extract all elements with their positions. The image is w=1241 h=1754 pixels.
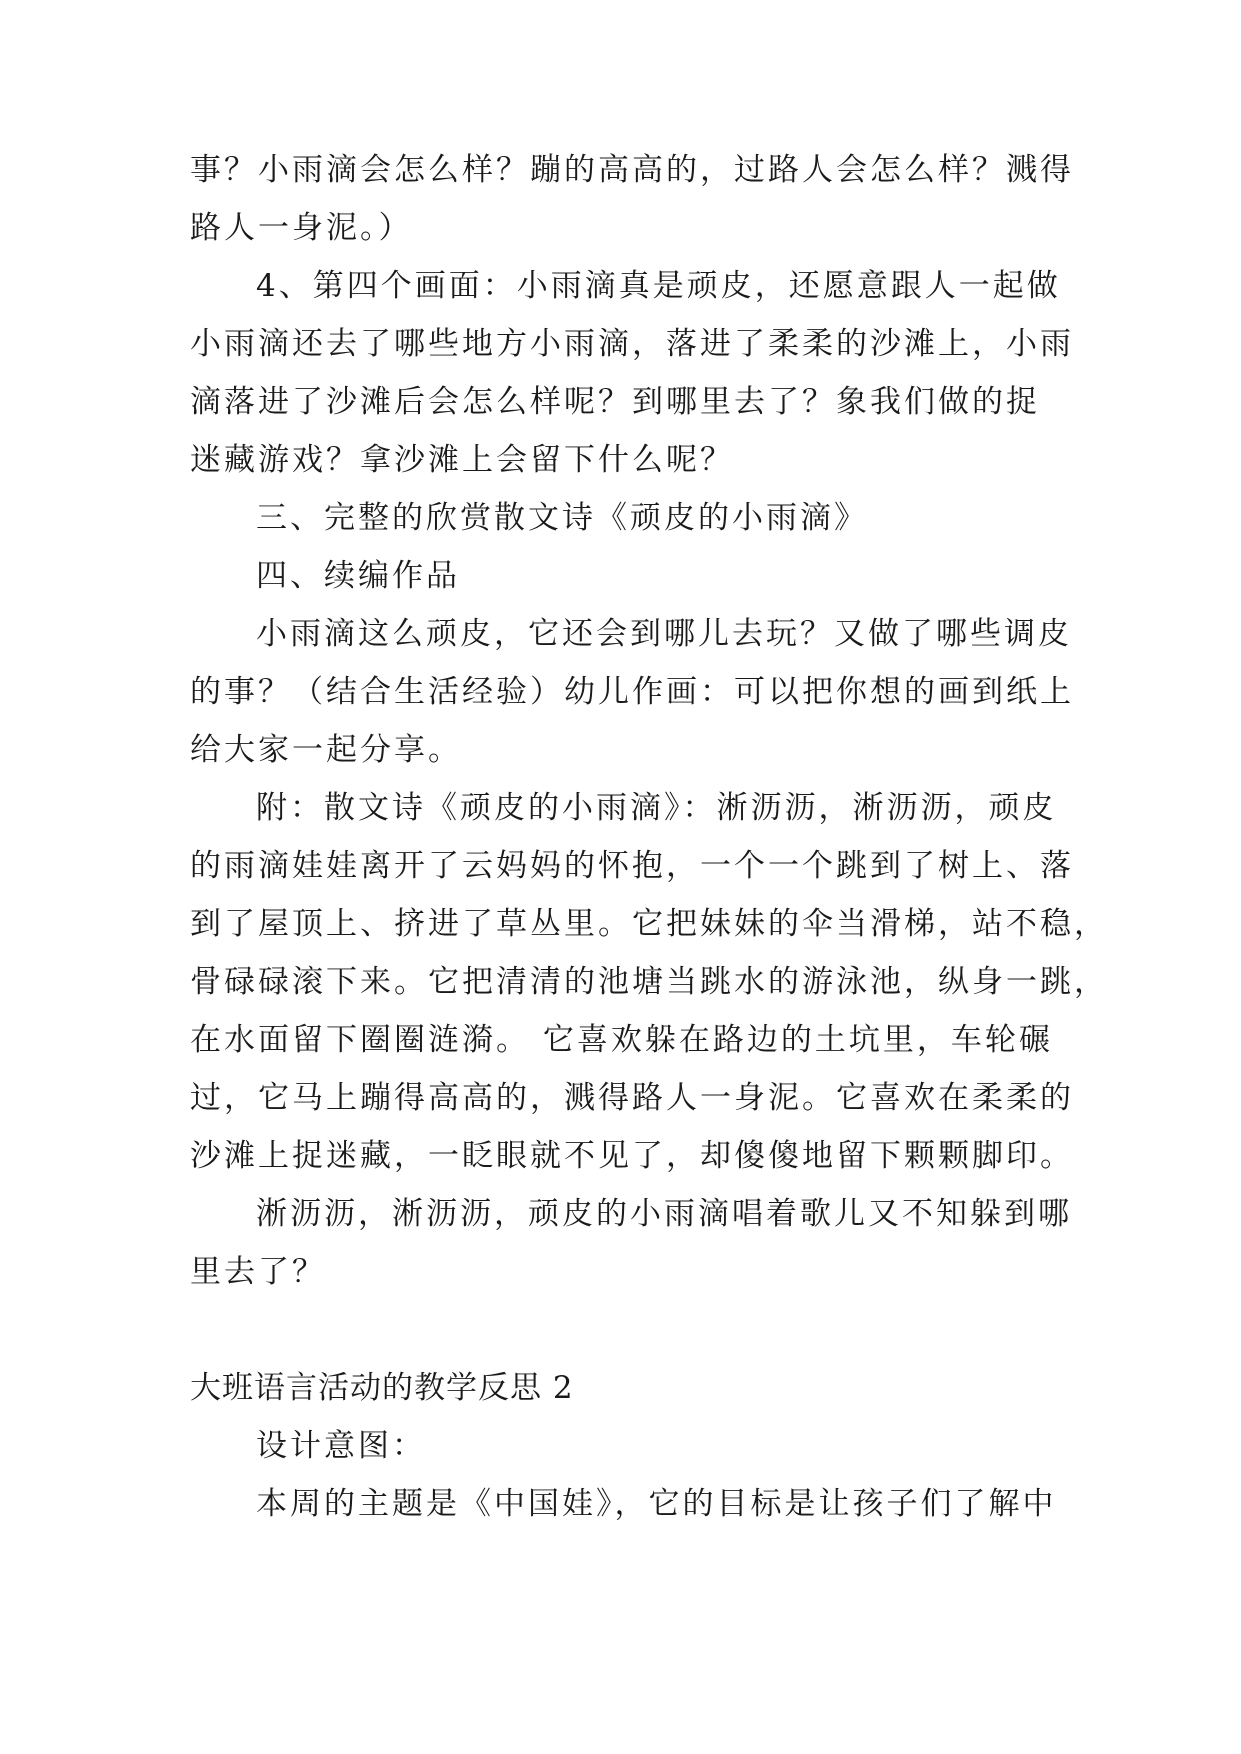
section-heading: 三、完整的欣赏散文诗《顽皮的小雨滴》 <box>256 500 868 536</box>
paragraph-line: 沙滩上捉迷藏，一眨眼就不见了，却傻傻地留下颗颗脚印。 <box>190 1138 1074 1174</box>
paragraph-line: 小雨滴还去了哪些地方小雨滴，落进了柔柔的沙滩上，小雨 <box>190 326 1074 362</box>
paragraph-line: 到了屋顶上、挤进了草丛里。它把妹妹的伞当滑梯，站不稳， <box>190 906 1108 942</box>
paragraph-line: 淅沥沥，淅沥沥，顽皮的小雨滴唱着歌儿又不知躲到哪 <box>256 1196 1072 1232</box>
paragraph-line: 的雨滴娃娃离开了云妈妈的怀抱，一个一个跳到了树上、落 <box>190 848 1074 884</box>
paragraph-line: 里去了？ <box>190 1254 326 1290</box>
paragraph-line: 给大家一起分享。 <box>190 732 462 768</box>
paragraph-line: 4、第四个画面：小雨滴真是顽皮，还愿意跟人一起做 <box>256 268 1061 304</box>
article-title: 大班语言活动的教学反思 2 <box>190 1370 574 1406</box>
section-heading: 设计意图： <box>256 1428 426 1464</box>
paragraph-line: 在水面留下圈圈涟漪。 它喜欢躲在路边的土坑里，车轮碾 <box>190 1022 1053 1058</box>
paragraph-line: 的事？（结合生活经验）幼儿作画：可以把你想的画到纸上 <box>190 674 1074 710</box>
section-heading: 四、续编作品 <box>256 558 460 594</box>
paragraph-line: 本周的主题是《中国娃》，它的目标是让孩子们了解中 <box>256 1486 1057 1522</box>
paragraph-line: 滴落进了沙滩后会怎么样呢？到哪里去了？象我们做的捉 <box>190 384 1040 420</box>
paragraph-line: 过，它马上蹦得高高的，溅得路人一身泥。它喜欢在柔柔的 <box>190 1080 1074 1116</box>
paragraph-line: 附：散文诗《顽皮的小雨滴》：淅沥沥，淅沥沥，顽皮 <box>256 790 1057 826</box>
paragraph-line: 迷藏游戏？拿沙滩上会留下什么呢？ <box>190 442 734 478</box>
paragraph-line: 事？小雨滴会怎么样？蹦的高高的，过路人会怎么样？溅得 <box>190 152 1074 188</box>
paragraph-line: 骨碌碌滚下来。它把清清的池塘当跳水的游泳池，纵身一跳， <box>190 964 1108 1000</box>
paragraph-line: 小雨滴这么顽皮，它还会到哪儿去玩？又做了哪些调皮 <box>256 616 1072 652</box>
paragraph-line: 路人一身泥。） <box>190 210 413 246</box>
